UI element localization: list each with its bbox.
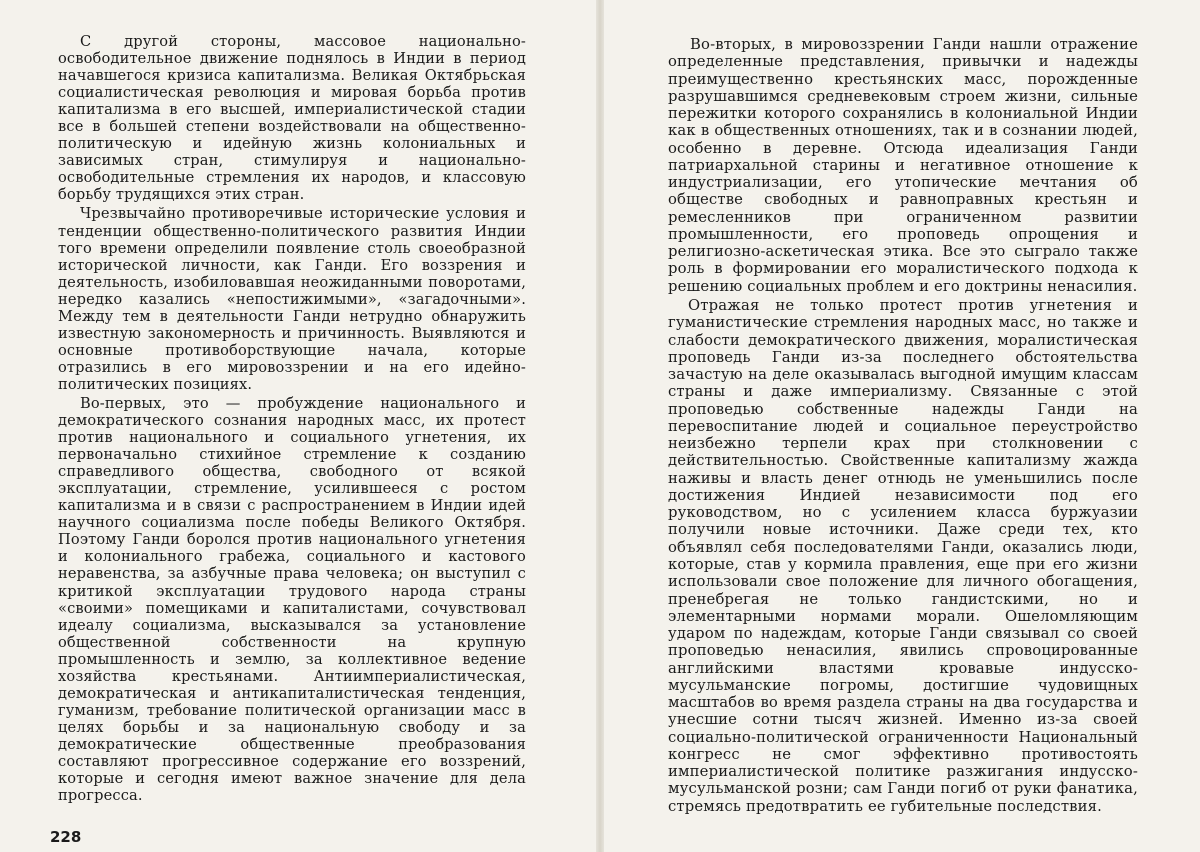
left-page-text bbox=[58, 33, 526, 806]
right-page-text bbox=[668, 36, 1138, 817]
paragraph: Во-вторых, в мировоззрении Ганди нашли отражение определенные представления, привычки и надежды преимущественно крестьянских масс, порожденные разрушавшимся средневековым строем жизни, сильные пережитки которого сохранялись в колониальной Индии как в общественных отношениях, так и в сознании людей, особенно в деревне. Отсюда идеализация Ганди патриархальной старины и негативное отношение к индустриализации, его утопические мечтания об обществе свободных и равноправных крестьян и ремесленников при ограниченном развитии промышленности, его проповедь опрощения и религиозно-аскетическая этика. Все это сыграло также роль в формировании его моралистического подхода к решению социальных проблем и его доктрины ненасилия. bbox=[668, 36, 1138, 295]
paragraph: С другой стороны, массовое национально-освободительное движение поднялось в Индии в период начавшегося кризиса капитализма. Великая Октябрьская социалистическая революция и мировая борьба против капитализма в его высшей, империалистической стадии все в большей степени воздействовали на общественно-политическую и идейную жизнь колониальных и зависимых стран, стимулируя и национально-освободительные стремления их народов, и классовую борьбу трудящихся этих стран. bbox=[58, 33, 526, 204]
paragraph: Во-первых, это — пробуждение национального и демократического сознания народных масс, их протест против национального и социального угнетения, их первоначально стихийное стремление к созданию справедливого общества, свободного от всякой эксплуатации, стремление, усилившееся с ростом капитализма и в связи с распространением в Индии идей научного социализма после победы Великого Октября. Поэтому Ганди боролся против национального угнетения и колониального грабежа, социального и кастового неравенства, за азбучные права человека; он выступил с критикой эксплуатации трудового народа страны «своими» помещиками и капиталистами, сочувствовал идеалу социализма, высказывался за установление общественной собственности на крупную промышленность и землю, за коллективное ведение хозяйства крестьянами. Антиимпериалистическая, демократическая и антикапиталистическая тенденция, гуманизм, требование политической организации масс в целях борьбы и за национальную свободу и за демократические общественные преобразования составляют прогрессивное содержание его воззрений, которые и сегодня имеют важное значение для дела прогресса. bbox=[58, 394, 526, 805]
paragraph: Отражая не только протест против угнетения и гуманистические стремления народных масс, но также и слабости демократического движения, моралистическая проповедь Ганди из-за последнего обстоятельства зачастую на деле оказывалась выгодной имущим классам страны и даже империализму. Связанные с этой проповедью собственные надежды Ганди на перевоспитание людей и социальное переустройство неизбежно терпели крах при столкновении с действительностью. Свойственные капитализму жажда наживы и власть денег отнюдь не уменьшились после достижения Индией независимости под его руководством, но с усилением класса буржуазии получили новые источники. Даже среди тех, кто объявлял себя последователями Ганди, оказались люди, которые, став у кормила правления, еще при его жизни использовали свое положение для личного обогащения, пренебрегая не только гандистскими, но и элементарными нормами морали. Ошеломляющим ударом по надеждам, которые Ганди связывал со своей проповедью ненасилия, явились спровоцированные английскими властями кровавые индусско-мусульманские погромы, достигшие чудовищных масштабов во время раздела страны на два государства и унесшие сотни тысяч жизней. Именно из-за своей социально-политической ограниченности Национальный конгресс не смог эффективно противостоять империалистической политике разжигания индусско-мусульманской розни; сам Ганди погиб от руки фанатика, стремясь предотвратить ее губительные последствия. bbox=[668, 296, 1138, 815]
right-page bbox=[600, 0, 1200, 852]
paragraph: Чрезвычайно противоречивые исторические условия и тенденции общественно-политического развития Индии того времени определили появление столь своеобразной исторической личности, как Ганди. Его воззрения и деятельность, изобиловавшая неожиданными поворотами, нередко казались «непостижимыми», «загадочными». Между тем в деятельности Ганди нетрудно обнаружить известную закономерность и причинность. Выявляются и основные противоборствующие начала, которые отразились в его мировоззрении и на его идейно-политических позициях. bbox=[58, 205, 526, 393]
page-number: 228 bbox=[50, 828, 82, 846]
